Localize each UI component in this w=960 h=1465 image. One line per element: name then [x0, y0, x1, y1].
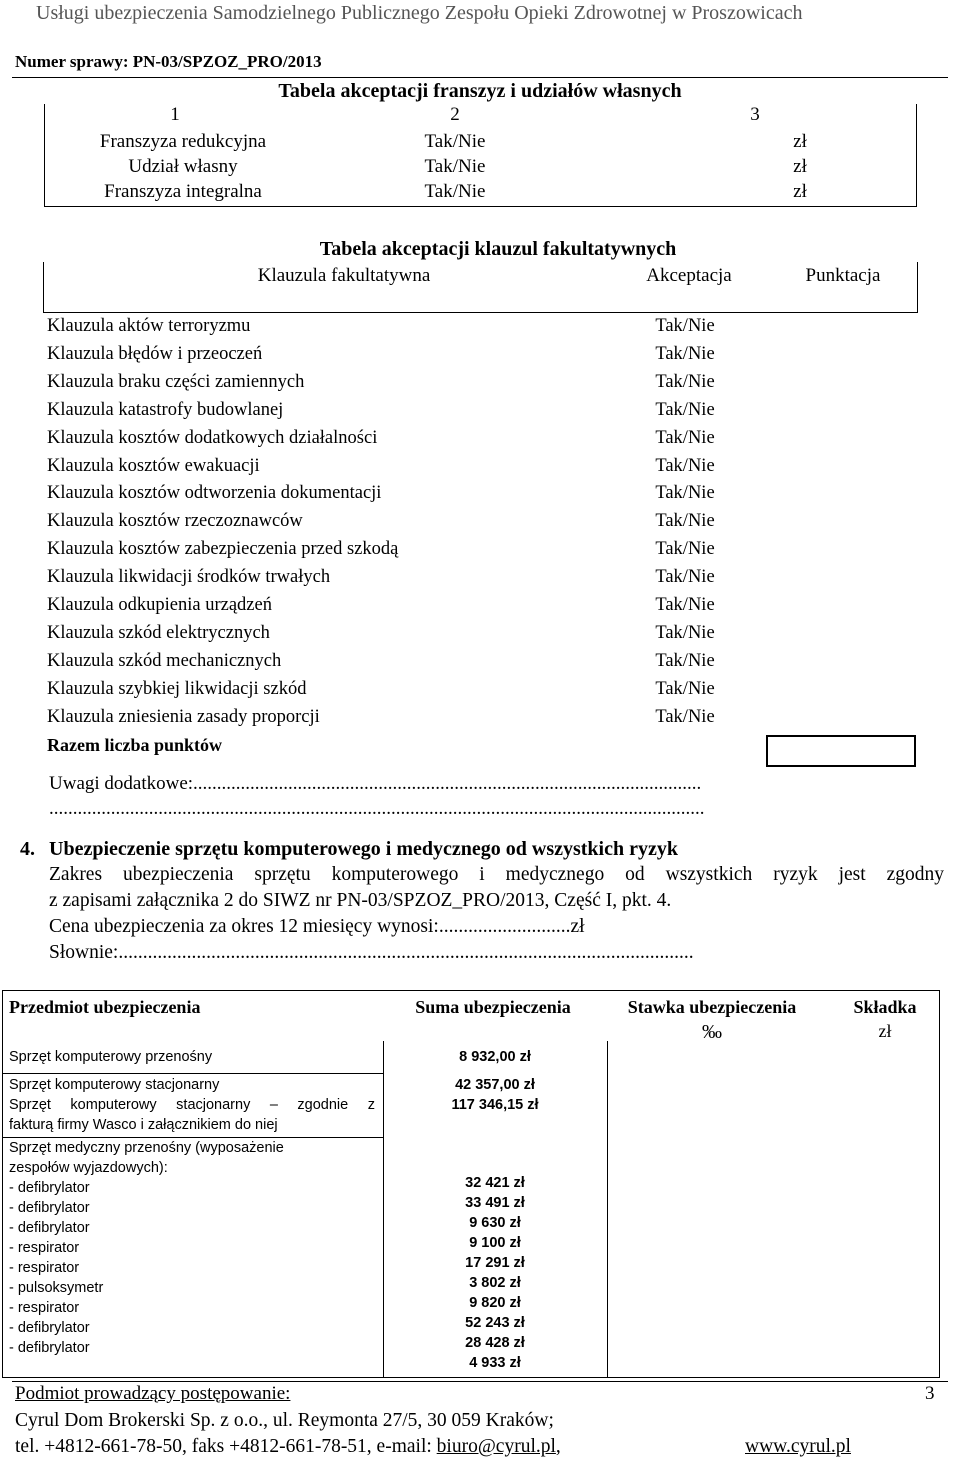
- page-number: 3: [925, 1383, 935, 1404]
- col-divider: [383, 1041, 384, 1377]
- stationary-label: fakturą firmy Wasco i załącznikiem do niej: [9, 1117, 278, 1133]
- clause-name: Klauzula braku części zamiennych: [47, 371, 305, 392]
- clause-name: Klauzula katastrofy budowlanej: [47, 399, 284, 420]
- clause-name: Klauzula odkupienia urządzeń: [47, 595, 272, 615]
- clause-name: Klauzula szybkiej likwidacji szkód: [47, 678, 307, 699]
- clause-accept[interactable]: Tak/Nie: [655, 595, 715, 615]
- medical-item-sum: 4 933 zł: [469, 1355, 521, 1371]
- header-premium: Składka: [853, 997, 917, 1017]
- words-line: Słownie:......................................................................................................................: [49, 942, 694, 963]
- stationary-label: Sprzęt komputerowy stacjonarny – zgodnie z: [9, 1097, 375, 1113]
- medical-item-name: - defibrylator: [9, 1200, 90, 1216]
- email-link[interactable]: biuro@cyrul.pl: [436, 1436, 556, 1457]
- clause-name: Klauzula aktów terroryzmu: [47, 316, 251, 336]
- col-divider: [607, 1041, 608, 1377]
- medical-item-sum: 32 421 zł: [465, 1175, 525, 1191]
- footer-company: Cyrul Dom Brokerski Sp. z o.o., ul. Reymonta 27/5, 30 059 Kraków;: [15, 1410, 554, 1431]
- medical-item-sum: 33 491 zł: [465, 1195, 525, 1211]
- price-line: Cena ubezpieczenia za okres 12 miesięcy wynosi:...........................zł: [49, 916, 585, 937]
- total-points-label: Razem liczba punktów: [47, 735, 222, 755]
- footer-rule: [12, 1381, 948, 1382]
- medical-item-sum: 9 100 zł: [469, 1235, 521, 1251]
- clause-accept[interactable]: Tak/Nie: [655, 343, 715, 364]
- clause-name: Klauzula kosztów rzeczoznawców: [47, 511, 303, 532]
- clause-accept[interactable]: Tak/Nie: [655, 455, 715, 476]
- clause-name: Klauzula szkód mechanicznych: [47, 650, 282, 671]
- header-rule: [12, 77, 948, 78]
- franchise-name: Franszyza integralna: [104, 181, 262, 202]
- section-paragraph-line-2: z zapisami załącznika 2 do SIWZ nr PN-03/SPZOZ_PRO/2013, Część I, pkt. 4.: [49, 890, 672, 911]
- clauses-table-title: Tabela akceptacji klauzul fakultatywnych: [319, 238, 677, 260]
- clause-name: Klauzula likwidacji środków trwałych: [47, 567, 331, 588]
- col-number-3: 3: [750, 104, 760, 125]
- col-number-1: 1: [170, 104, 180, 125]
- clause-accept[interactable]: Tak/Nie: [655, 706, 715, 727]
- header-clause: Klauzula fakultatywna: [257, 265, 431, 286]
- footer-contact-line: [15, 1436, 561, 1458]
- row-divider: [3, 1073, 383, 1074]
- clause-accept[interactable]: Tak/Nie: [655, 427, 715, 448]
- franchise-table: [44, 104, 917, 207]
- medical-item-name: - respirator: [9, 1300, 80, 1316]
- clause-name: Klauzula kosztów dodatkowych działalności: [47, 427, 378, 448]
- franchise-unit: zł: [793, 156, 807, 177]
- clause-name: Klauzula kosztów zabezpieczenia przed szkodą: [47, 539, 399, 560]
- header-sum: Suma ubezpieczenia: [415, 997, 571, 1017]
- clause-name: Klauzula szkód elektrycznych: [47, 622, 270, 643]
- clause-accept[interactable]: Tak/Nie: [655, 567, 715, 588]
- header-rate-unit: ‰: [702, 1021, 722, 1043]
- total-points-box[interactable]: [766, 735, 916, 767]
- remarks-line-2: ..........................................................................................................................................: [49, 798, 705, 819]
- header-points: Punktacja: [805, 265, 881, 286]
- medical-item-name: - pulsoksymetr: [9, 1280, 104, 1296]
- footer-contact: tel. +4812-661-78-50, faks +4812-661-78-51, e-mail:: [15, 1436, 437, 1457]
- stationary-label: Sprzęt komputerowy stacjonarny: [9, 1077, 220, 1093]
- clause-accept[interactable]: Tak/Nie: [655, 511, 715, 532]
- case-number: Numer sprawy: PN-03/SPZOZ_PRO/2013: [15, 52, 322, 71]
- clause-accept[interactable]: Tak/Nie: [655, 483, 715, 504]
- franchise-accept: Tak/Nie: [424, 131, 486, 152]
- clause-accept[interactable]: Tak/Nie: [655, 371, 715, 392]
- franchise-name: Franszyza redukcyjna: [99, 131, 267, 152]
- footer-label: Podmiot prowadzący postępowanie:: [15, 1383, 291, 1404]
- clause-name: Klauzula kosztów ewakuacji: [47, 455, 260, 476]
- col-number-2: 2: [450, 104, 460, 125]
- header-rate: Stawka ubezpieczenia: [627, 997, 797, 1017]
- medical-item-name: - defibrylator: [9, 1340, 90, 1356]
- medical-label: Sprzęt medyczny przenośny (wyposażenie: [9, 1140, 284, 1156]
- stationary-sum: 117 346,15 zł: [451, 1097, 539, 1113]
- stationary-sum: 42 357,00 zł: [455, 1077, 535, 1093]
- section-heading: Ubezpieczenie sprzętu komputerowego i medycznego od wszystkich ryzyk: [49, 838, 678, 860]
- clause-accept[interactable]: Tak/Nie: [655, 678, 715, 699]
- header-accept: Akceptacja: [646, 265, 732, 286]
- franchise-accept: Tak/Nie: [424, 156, 486, 177]
- clause-accept[interactable]: Tak/Nie: [655, 622, 715, 643]
- page-header-title: Usługi ubezpieczenia Samodzielnego Publicznego Zespołu Opieki Zdrowotnej w Proszowicach: [36, 2, 803, 24]
- clause-accept[interactable]: Tak/Nie: [655, 399, 715, 420]
- clause-name: Klauzula błędów i przeoczeń: [47, 343, 263, 364]
- franchise-unit: zł: [793, 181, 807, 202]
- medical-item-sum: 17 291 zł: [465, 1255, 525, 1271]
- medical-item-sum: 9 820 zł: [469, 1295, 521, 1311]
- franchise-table-title: Tabela akceptacji franszyz i udziałów własnych: [278, 80, 682, 102]
- medical-item-name: - defibrylator: [9, 1180, 90, 1196]
- portable-label: Sprzęt komputerowy przenośny: [9, 1049, 213, 1065]
- franchise-name: Udział własny: [128, 156, 238, 177]
- medical-label: zespołów wyjazdowych):: [9, 1160, 168, 1176]
- section-paragraph-line-1: Zakres ubezpieczenia sprzętu komputerowego i medycznego od wszystkich ryzyk jest zgodny: [49, 864, 944, 885]
- clause-accept[interactable]: Tak/Nie: [655, 316, 715, 336]
- medical-item-name: - defibrylator: [9, 1320, 90, 1336]
- medical-item-sum: 52 243 zł: [465, 1315, 525, 1331]
- franchise-accept: Tak/Nie: [424, 181, 486, 202]
- franchise-unit: zł: [793, 131, 807, 152]
- header-subject: Przedmiot ubezpieczenia: [9, 997, 201, 1017]
- clause-accept[interactable]: Tak/Nie: [655, 539, 715, 560]
- clause-name: Klauzula kosztów odtworzenia dokumentacji: [47, 483, 382, 504]
- website-link[interactable]: www.cyrul.pl: [745, 1436, 851, 1457]
- header-premium-unit: zł: [878, 1021, 892, 1041]
- portable-sum: 8 932,00 zł: [459, 1049, 531, 1065]
- medical-item-name: - respirator: [9, 1240, 80, 1256]
- remarks-line-1: Uwagi dodatkowe:...........................................................................................................: [49, 773, 702, 794]
- row-divider: [3, 1137, 383, 1138]
- medical-item-name: - defibrylator: [9, 1220, 90, 1236]
- clause-accept[interactable]: Tak/Nie: [655, 650, 715, 671]
- section-number: 4.: [20, 838, 35, 860]
- footer-separator: ,: [555, 1436, 561, 1457]
- equipment-table: [2, 990, 940, 1378]
- medical-item-sum: 9 630 zł: [469, 1215, 521, 1231]
- medical-item-name: - respirator: [9, 1260, 80, 1276]
- clause-name: Klauzula zniesienia zasady proporcji: [47, 706, 320, 727]
- medical-item-sum: 3 802 zł: [469, 1275, 521, 1291]
- medical-item-sum: 28 428 zł: [465, 1335, 525, 1351]
